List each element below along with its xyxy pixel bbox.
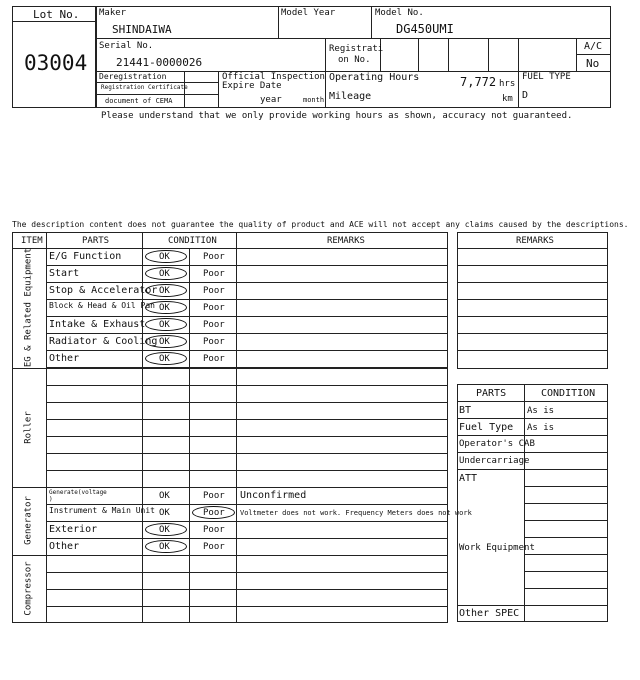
operating-hours-value: 7,772 [460,75,497,89]
notice-hours: Please understand that we only provide working hours as shown, accuracy not guaranteed. [101,111,573,121]
serial-value: 21441-0000026 [116,56,203,69]
registration-label-1: Registrati [329,44,384,54]
fuel-type-label: FUEL TYPE [522,72,571,82]
poor-option[interactable]: Poor [203,525,225,535]
official-inspection-label-2: Expire Date [222,81,282,91]
part-label: E/G Function [49,251,122,262]
section-label: Compressor [23,561,34,616]
part-label: Radiator & Cooling [49,336,158,347]
hrs-unit: hrs [499,79,516,89]
poor-option[interactable]: Poor [203,286,225,296]
lot-number: 03004 [24,51,88,75]
right-part-label: Fuel Type [459,422,514,433]
poor-option[interactable]: Poor [203,269,225,279]
col-condition: CONDITION [168,236,217,246]
remark-text: Voltmeter does not work. Frequency Meters does not work [240,509,472,517]
model-no-label: Model No. [375,8,424,18]
part-label: Exterior [49,524,98,535]
official-inspection-label-1: Official Inspection [222,72,325,82]
deregistration-label: Deregistration [99,72,167,81]
right-part-label: Work Equipment [459,543,535,553]
maker-value: SHINDAIWA [112,23,172,36]
ok-option[interactable]: OK [159,252,170,262]
right-col-parts: PARTS [476,388,507,399]
ok-option[interactable]: OK [159,303,170,313]
section-label: EG & Related Equipment [23,247,34,368]
part-label: Stop & Accelerator [49,285,158,296]
col-item: ITEM [21,236,43,246]
year-label: year [260,95,282,105]
part-label: Intake & Exhaust [49,319,146,330]
right-part-label: ATT [459,473,478,484]
maker-label: Maker [99,8,127,18]
ok-option[interactable]: OK [159,354,170,364]
right-remarks-table [457,232,608,369]
registration-certificate-label: Registration Certificate [101,84,188,91]
operating-hours-label: Operating Hours [329,72,420,83]
notice-description: The description content does not guarantee the quality of product and ACE will not accept any claims caused by the descriptions. [12,220,629,229]
lot-label: Lot No. [33,8,80,21]
right-part-label: Operator's CAB [459,439,535,449]
serial-label: Serial No. [99,41,154,51]
model-year-label: Model Year [281,8,336,18]
ok-option[interactable]: OK [159,525,170,535]
section-label: Roller [23,410,34,444]
ac-label: A/C [584,41,603,52]
right-parts-table [457,384,608,622]
ok-option[interactable]: OK [159,508,170,518]
month-label: month [303,96,325,104]
model-no-value: DG450UMI [396,22,454,36]
part-label: Start [49,268,80,279]
part-label: Generate(voltage ) [49,489,107,503]
part-label: Instrument & Main Unit [49,506,155,515]
poor-option[interactable]: Poor [203,252,225,262]
poor-option[interactable]: Poor [203,303,225,313]
right-condition-value: As is [527,423,555,433]
poor-option[interactable]: Poor [203,354,225,364]
part-label: Block & Head & Oil Pan [49,301,155,310]
document-cema-label: document of CEMA [105,97,173,105]
part-label: Other [49,353,80,364]
remark-text: Unconfirmed [240,490,307,501]
part-label: Other [49,541,80,552]
right-part-label: Undercarriage [459,456,530,466]
poor-option[interactable]: Poor [203,337,225,347]
poor-option[interactable]: Poor [203,491,225,501]
poor-option[interactable]: Poor [203,320,225,330]
right-part-label: BT [459,405,472,416]
mileage-label: Mileage [329,91,372,102]
right-remarks-title: REMARKS [516,236,554,246]
right-col-condition: CONDITION [541,388,596,399]
poor-option[interactable]: Poor [203,542,225,552]
ok-option[interactable]: OK [159,269,170,279]
ac-value: No [586,57,600,70]
poor-option[interactable]: Poor [203,508,225,518]
ok-option[interactable]: OK [159,542,170,552]
km-unit: km [502,94,513,104]
section-label: Generator [23,496,34,545]
ok-option[interactable]: OK [159,320,170,330]
col-parts: PARTS [82,236,110,246]
registration-label-2: on No. [338,55,371,65]
fuel-type-value: D [522,90,529,101]
ok-option[interactable]: OK [159,337,170,347]
right-condition-value: As is [527,406,555,416]
right-part-label: Other SPEC [459,608,520,619]
ok-option[interactable]: OK [159,491,170,501]
col-remarks: REMARKS [327,236,365,246]
ok-option[interactable]: OK [159,286,170,296]
